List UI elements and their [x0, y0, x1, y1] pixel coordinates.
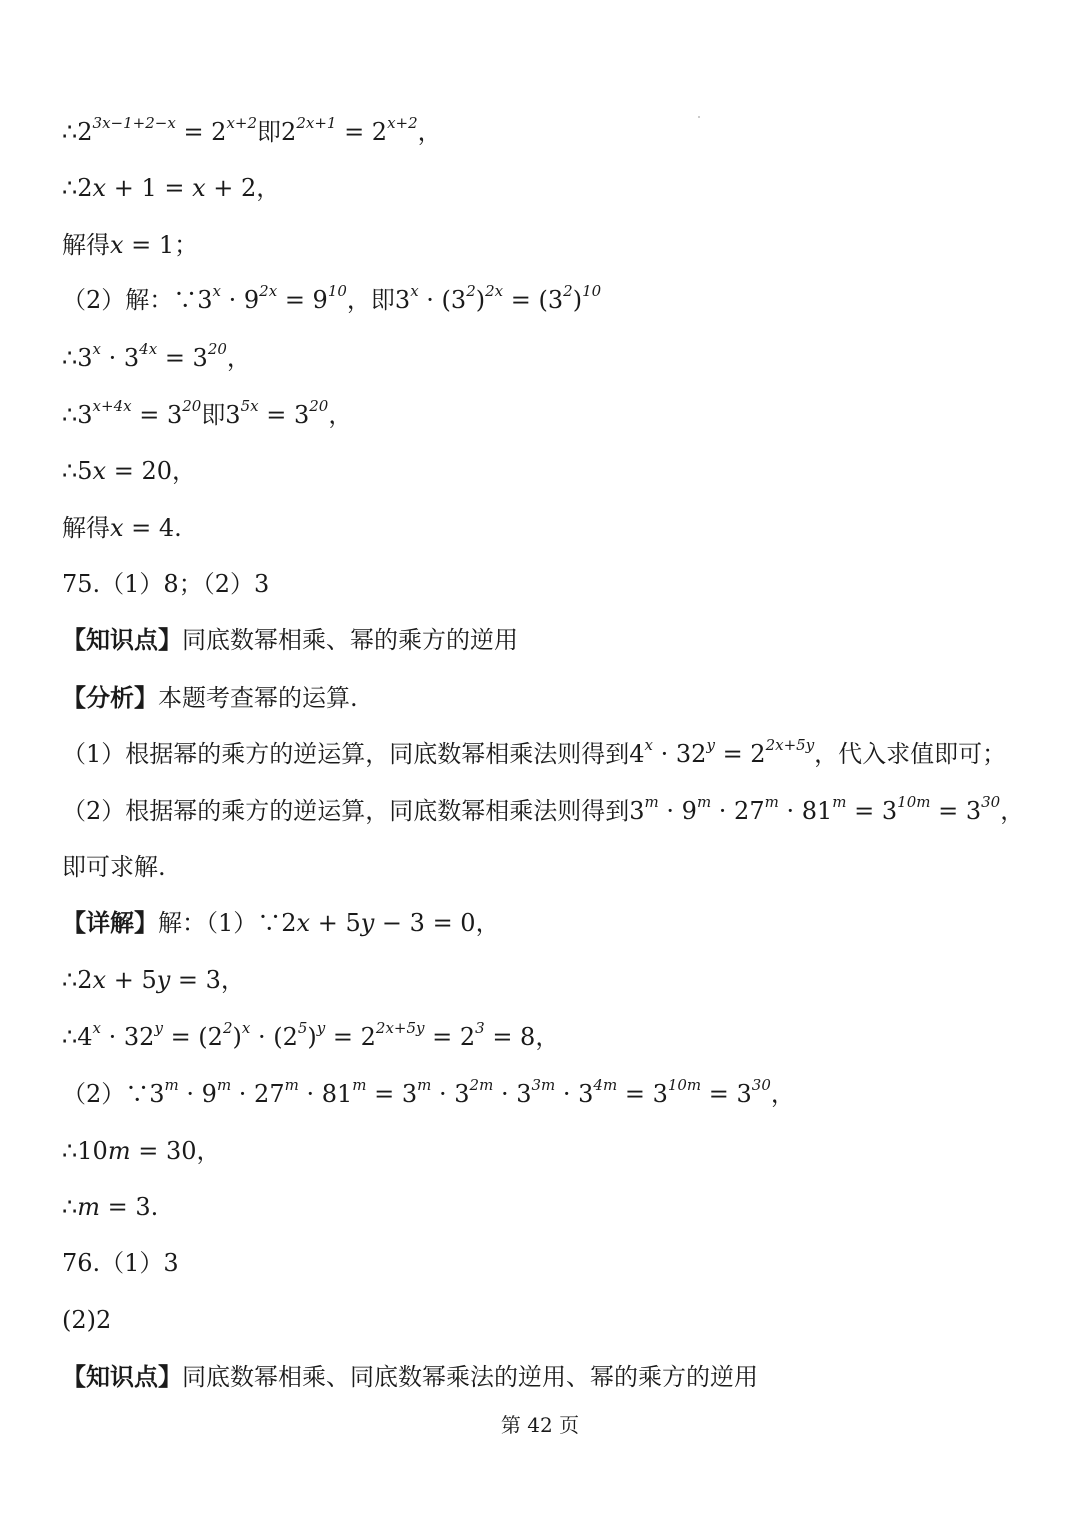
text-run: ∴2 — [62, 174, 93, 202]
math-variable: x — [92, 174, 107, 202]
superscript: 3m — [531, 1076, 556, 1094]
superscript: m — [164, 1076, 179, 1094]
text-run: ∴2 — [62, 966, 93, 994]
superscript: 2x+5y — [765, 736, 815, 754]
text-run: （2）∵3 — [62, 1080, 165, 1108]
text-run: = 2 — [714, 740, 766, 768]
text-run: （2）解：∵3 — [62, 286, 213, 314]
math-variable: x — [192, 174, 206, 202]
text-run: ， — [770, 1080, 795, 1108]
text-run: = 3 — [131, 401, 183, 429]
superscript: x — [410, 282, 419, 300]
superscript: 2 — [222, 1019, 233, 1037]
superscript: 2x+1 — [296, 114, 337, 132]
math-variable: m — [107, 1137, 131, 1165]
math-variable: x — [110, 514, 124, 542]
text-run: 解得 — [62, 514, 110, 542]
text-run: = (2 — [162, 1023, 223, 1051]
superscript: y — [706, 736, 715, 754]
superscript: 20 — [309, 397, 329, 415]
superscript: 20 — [207, 340, 227, 358]
text-run: ∴10 — [62, 1137, 108, 1165]
text-run: ， — [328, 401, 353, 429]
text-run: ， — [417, 118, 442, 146]
section-heading: 【知识点】 — [62, 625, 182, 654]
text-line — [62, 1304, 111, 1336]
text-run: ∴4 — [62, 1023, 93, 1051]
text-run: · 81 — [298, 1080, 353, 1108]
text-run: = 3 — [157, 344, 208, 372]
text-line — [62, 116, 442, 148]
superscript: 30 — [981, 793, 1001, 811]
superscript: 10m — [897, 793, 931, 811]
text-run: = 3 — [617, 1080, 668, 1108]
text-run: + 5 — [310, 909, 361, 937]
text-line — [62, 1078, 795, 1110]
text-line — [62, 568, 269, 600]
text-line — [62, 284, 601, 316]
text-run: · 3 — [101, 344, 140, 372]
text-run: 解：（1）∵2 — [158, 909, 297, 937]
text-run: · (3 — [418, 286, 467, 314]
text-run: · 32 — [653, 740, 707, 768]
text-run: 即可求解. — [62, 853, 166, 881]
text-run: = 3 — [846, 797, 898, 825]
text-run: ∴5 — [62, 457, 93, 485]
text-run: = 9 — [277, 286, 328, 314]
text-line — [62, 1021, 559, 1053]
text-run: = 3 — [930, 797, 982, 825]
text-run: ，即3 — [346, 286, 411, 314]
text-run: ∴3 — [62, 344, 93, 372]
text-line — [62, 512, 182, 544]
text-run: · 9 — [178, 1080, 217, 1108]
text-run: = 20， — [106, 457, 196, 485]
page-footer: 第 42 页 — [500, 1413, 580, 1437]
text-run: = 3 — [258, 401, 310, 429]
text-line — [62, 795, 1024, 827]
text-run: 75.（1）8；（2）3 — [62, 570, 270, 598]
text-run: = 8， — [484, 1023, 560, 1051]
text-run: ，代入求值即可； — [814, 740, 1007, 768]
section-heading: 【知识点】 — [62, 1362, 182, 1391]
text-run: · 81 — [778, 797, 833, 825]
superscript: x — [241, 1019, 251, 1037]
text-run: · 3 — [493, 1080, 532, 1108]
superscript: 4x — [139, 340, 158, 358]
text-run: − 3 = 0， — [374, 909, 500, 937]
superscript: x — [92, 340, 102, 358]
text-run: = (3 — [503, 286, 564, 314]
superscript: x+2 — [387, 114, 418, 132]
text-line — [62, 399, 352, 431]
text-line — [62, 851, 166, 883]
math-variable: x — [110, 231, 124, 259]
text-run: ， — [226, 344, 251, 372]
superscript: 2x+5y — [375, 1019, 425, 1037]
superscript: m — [764, 793, 779, 811]
text-run: ∴ — [62, 1193, 78, 1221]
text-run: 即3 — [201, 401, 241, 429]
superscript: 30 — [751, 1076, 771, 1094]
text-run: + 1 = — [106, 174, 193, 202]
text-run: 即2 — [257, 118, 297, 146]
superscript: x — [92, 1019, 102, 1037]
superscript: y — [316, 1019, 326, 1037]
text-run: + 5 — [106, 966, 157, 994]
superscript: y — [154, 1019, 163, 1037]
text-run: 解得 — [62, 231, 110, 259]
section-heading: 【详解】 — [62, 908, 158, 937]
superscript: 2x — [259, 282, 278, 300]
text-run: 同底数幂相乘、幂的乘方的逆用 — [182, 626, 518, 654]
superscript: 10m — [667, 1076, 702, 1094]
math-variable: m — [77, 1193, 101, 1221]
text-line — [62, 682, 358, 714]
text-run: · 9 — [658, 797, 697, 825]
superscript: 5x — [240, 397, 259, 415]
text-line — [62, 455, 196, 487]
superscript: 2m — [469, 1076, 494, 1094]
superscript: m — [696, 793, 712, 811]
text-run: = 2 — [424, 1023, 476, 1051]
text-run: (2)2 — [62, 1306, 112, 1334]
text-run: = 2 — [325, 1023, 376, 1051]
math-variable: x — [92, 966, 107, 994]
superscript: 4m — [593, 1076, 618, 1094]
text-run: = 3， — [170, 966, 245, 994]
text-run: · (2 — [250, 1023, 298, 1051]
text-run: = 3 — [701, 1080, 752, 1108]
text-run: ) — [475, 286, 486, 314]
text-run: = 3. — [100, 1193, 159, 1221]
superscript: 2 — [563, 282, 573, 300]
text-run: = 30， — [130, 1137, 221, 1165]
superscript: x — [212, 282, 222, 300]
text-run: = 4. — [123, 514, 182, 542]
text-run: ) — [572, 286, 583, 314]
math-variable: y — [360, 909, 375, 937]
text-run: + 2， — [205, 174, 281, 202]
text-run: = 2 — [175, 118, 227, 146]
superscript: m — [417, 1076, 432, 1094]
text-run: ) — [232, 1023, 242, 1051]
text-line — [62, 342, 251, 374]
text-run: · 27 — [231, 1080, 285, 1108]
superscript: 5 — [297, 1019, 308, 1037]
section-heading: 【分析】 — [62, 683, 158, 712]
text-line — [62, 1361, 758, 1393]
superscript: 3 — [475, 1019, 485, 1037]
text-line — [62, 964, 245, 996]
superscript: x+4x — [92, 397, 132, 415]
superscript: 10 — [582, 282, 602, 300]
superscript: m — [216, 1076, 232, 1094]
superscript: 2 — [466, 282, 476, 300]
text-run: （2）根据幂的乘方的逆运算，同底数幂相乘法则得到3 — [62, 797, 645, 825]
text-line — [62, 738, 1006, 770]
text-run: · 3 — [555, 1080, 594, 1108]
superscript: 20 — [182, 397, 202, 415]
text-line — [62, 907, 500, 939]
math-variable: x — [296, 909, 311, 937]
text-line — [62, 1247, 179, 1279]
text-run: 76.（1）3 — [62, 1249, 179, 1277]
text-line — [62, 229, 198, 261]
text-run: · 32 — [101, 1023, 155, 1051]
text-run: = 1； — [123, 231, 199, 259]
superscript: x — [644, 736, 654, 754]
text-line — [62, 624, 518, 656]
superscript: m — [832, 793, 847, 811]
superscript: m — [644, 793, 659, 811]
text-line — [62, 1191, 158, 1223]
text-run: ) — [307, 1023, 317, 1051]
text-run: = 3 — [366, 1080, 418, 1108]
text-run: · 3 — [431, 1080, 470, 1108]
text-run: （1）根据幂的乘方的逆运算，同底数幂相乘法则得到4 — [62, 740, 645, 768]
superscript: 10 — [327, 282, 347, 300]
text-run: ∴3 — [62, 401, 93, 429]
text-run: ∴2 — [62, 118, 93, 146]
text-run: ， — [1000, 797, 1025, 825]
math-variable: y — [156, 966, 171, 994]
text-run: 本题考查幂的运算. — [158, 684, 358, 712]
superscript: 2x — [485, 282, 504, 300]
text-line — [62, 172, 280, 204]
superscript: 3x−1+2−x — [92, 114, 176, 132]
text-run: 同底数幂相乘、同底数幂乘法的逆用、幂的乘方的逆用 — [182, 1363, 758, 1391]
superscript: x+2 — [226, 114, 258, 132]
scan-speck — [698, 116, 700, 118]
text-line — [62, 1135, 220, 1167]
superscript: m — [352, 1076, 367, 1094]
superscript: m — [284, 1076, 299, 1094]
text-run: · 9 — [221, 286, 260, 314]
math-variable: x — [92, 457, 107, 485]
text-run: = 2 — [336, 118, 388, 146]
text-run: · 27 — [711, 797, 765, 825]
